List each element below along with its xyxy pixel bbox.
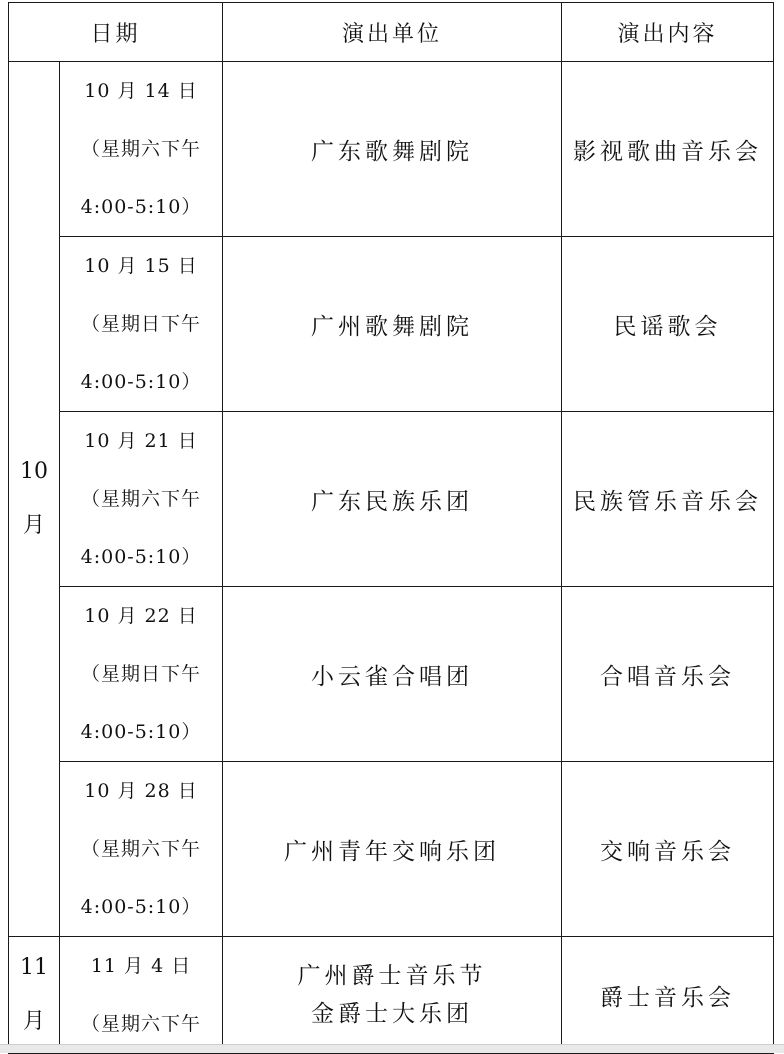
- date-cell: [60, 62, 223, 237]
- unit-cell: 广东歌舞剧院: [223, 62, 562, 237]
- date-cell: [60, 587, 223, 762]
- content-cell: 民族管乐音乐会: [562, 412, 774, 587]
- header-unit: 演出单位: [223, 3, 562, 62]
- unit-cell: [223, 937, 562, 1054]
- table-row: [9, 237, 774, 412]
- time-text: 4:00-5:10）: [80, 371, 202, 393]
- date-cell: [60, 237, 223, 412]
- table-row: [9, 762, 774, 937]
- date-text: 11 月 4 日: [90, 955, 192, 977]
- unit-line: 金爵士大乐团: [311, 1001, 474, 1027]
- performance-schedule-table: [8, 2, 774, 1054]
- weekday-text: （星期六下午: [81, 1013, 202, 1035]
- time-text: 4:00-5:10）: [80, 196, 202, 218]
- table-header-row: [9, 3, 774, 62]
- weekday-text: （星期日下午: [81, 313, 202, 335]
- month-cell-october: [9, 62, 60, 937]
- content-cell: 影视歌曲音乐会: [562, 62, 774, 237]
- weekday-text: （星期日下午: [81, 663, 202, 685]
- unit-line: 广州爵士音乐节: [297, 963, 487, 989]
- table-row: [9, 587, 774, 762]
- weekday-text: （星期六下午: [81, 138, 202, 160]
- month-number: 10: [20, 459, 48, 484]
- unit-cell: 小云雀合唱团: [223, 587, 562, 762]
- unit-cell: 广州歌舞剧院: [223, 237, 562, 412]
- date-text: 10 月 15 日: [84, 255, 198, 277]
- date-text: 10 月 22 日: [84, 605, 198, 627]
- content-cell: 交响音乐会: [562, 762, 774, 937]
- table-row: [9, 62, 774, 237]
- date-text: 10 月 21 日: [84, 430, 198, 452]
- date-cell: [60, 762, 223, 937]
- content-cell: 爵士音乐会: [562, 937, 774, 1054]
- unit-cell: 广州青年交响乐团: [223, 762, 562, 937]
- date-text: 10 月 14 日: [84, 80, 198, 102]
- table-row: [9, 412, 774, 587]
- time-text: 4:00-5:10）: [80, 721, 202, 743]
- month-char: 月: [22, 513, 45, 538]
- header-date: 日期: [9, 3, 223, 62]
- date-cell: [60, 937, 223, 1054]
- header-content: 演出内容: [562, 3, 774, 62]
- unit-cell: 广东民族乐团: [223, 412, 562, 587]
- content-cell: 合唱音乐会: [562, 587, 774, 762]
- month-cell-november: [9, 937, 60, 1054]
- month-char: 月: [22, 1009, 45, 1034]
- date-cell: [60, 412, 223, 587]
- weekday-text: （星期六下午: [81, 488, 202, 510]
- table-row: [9, 937, 774, 1054]
- content-cell: 民谣歌会: [562, 237, 774, 412]
- time-text: 4:00-5:10）: [80, 546, 202, 568]
- time-text: 4:00-5:10）: [80, 896, 202, 918]
- date-text: 10 月 28 日: [84, 780, 198, 802]
- weekday-text: （星期六下午: [81, 838, 202, 860]
- month-number: 11: [20, 955, 48, 980]
